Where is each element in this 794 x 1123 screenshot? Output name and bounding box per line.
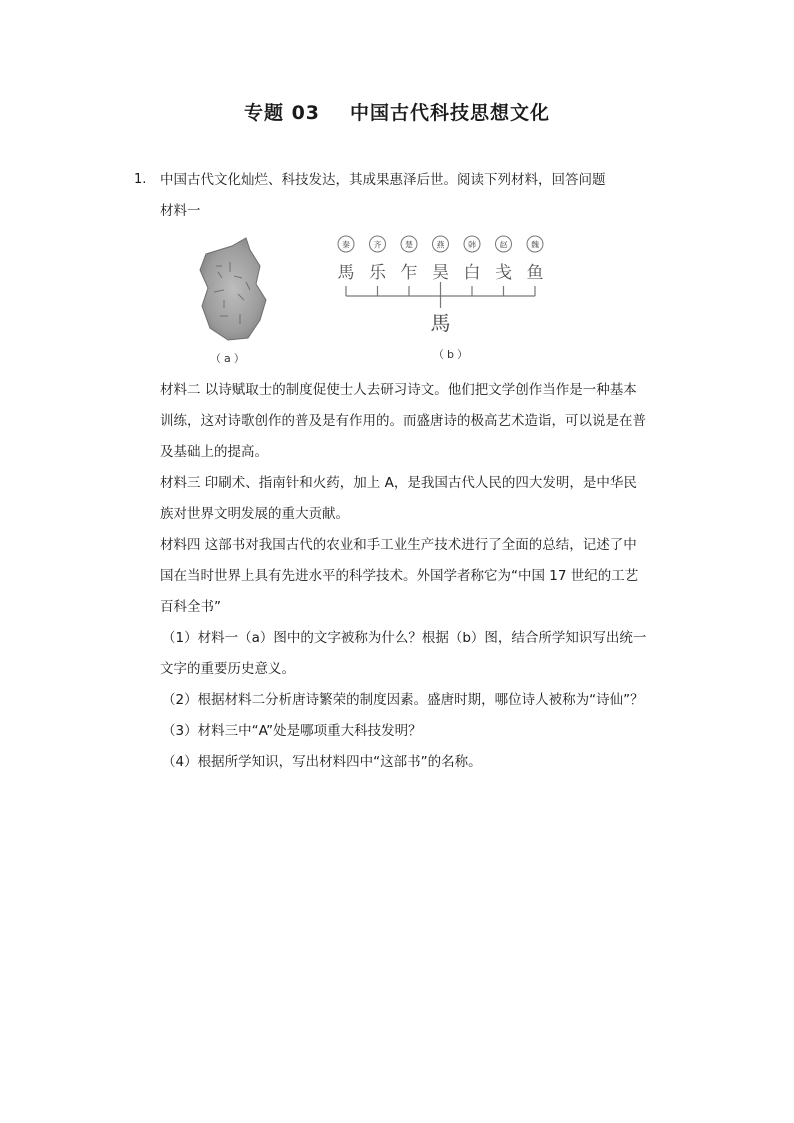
material-2-line-2: 训练，这对诗歌创作的普及是有作用的。而盛唐诗的极高艺术造诣，可以说是在普 xyxy=(160,413,646,429)
sub-question-1-line-2: 文字的重要历史意义。 xyxy=(160,661,295,677)
question-intro: 中国古代文化灿烂、科技发达，其成果惠泽后世。阅读下列材料，回答问题 xyxy=(160,172,606,188)
state-seal xyxy=(433,236,449,252)
character-unification-diagram xyxy=(320,228,560,348)
material-4-line-1: 材料四 这部书对我国古代的农业和手工业生产技术进行了全面的总结，记述了中 xyxy=(160,537,637,553)
unified-character: 馬 xyxy=(430,311,451,335)
material-4-line-2: 国在当时世界上具有先进水平的科学技术。外国学者称它为“中国 17 世纪的工艺 xyxy=(160,568,639,584)
sub-question-4: （4）根据所学知识，写出材料四中“这部书”的名称。 xyxy=(162,754,482,770)
variant-character: 白 xyxy=(463,263,481,283)
material-1-figure xyxy=(180,228,560,368)
material-1-label: 材料一 xyxy=(160,203,201,219)
material-3-line-2: 族对世界文明发展的重大贡献。 xyxy=(160,506,349,522)
sub-question-2: （2）根据材料二分析唐诗繁荣的制度因素。盛唐时期，哪位诗人被称为“诗仙”？ xyxy=(162,692,644,708)
state-name: 赵 xyxy=(499,240,508,250)
material-3-line-1: 材料三 印刷术、指南针和火药，加上 A，是我国古代人民的四大发明，是中华民 xyxy=(160,475,637,491)
oracle-bone-image xyxy=(194,236,274,346)
state-seal xyxy=(370,236,386,252)
title-main: 中国古代科技思想文化 xyxy=(350,102,551,124)
variant-character: 馬 xyxy=(337,263,355,283)
variant-character: 昊 xyxy=(432,263,449,283)
state-seal xyxy=(338,236,354,252)
document-title xyxy=(0,98,794,125)
question-number: 1. xyxy=(134,172,147,187)
material-4-line-3: 百科全书” xyxy=(160,599,221,615)
figure-b-label: （b） xyxy=(433,348,471,361)
state-name: 燕 xyxy=(436,240,445,250)
figure-a-label: （a） xyxy=(210,352,248,365)
title-prefix: 专题 03 xyxy=(243,102,321,124)
state-name: 韩 xyxy=(468,240,476,250)
state-name: 楚 xyxy=(405,240,413,250)
bracket-line xyxy=(346,282,535,308)
state-seal xyxy=(401,236,417,252)
variant-character: 鱼 xyxy=(526,263,544,283)
state-name: 魏 xyxy=(531,240,539,250)
material-2-line-1: 材料二 以诗赋取士的制度促使士人去研习诗文。他们把文学创作当作是一种基本 xyxy=(160,382,637,398)
sub-question-1-line-1: （1）材料一（a）图中的文字被称为什么？根据（b）图，结合所学知识写出统一 xyxy=(162,630,647,646)
material-2-line-3: 及基础上的提高。 xyxy=(160,444,268,460)
state-seal xyxy=(527,236,543,252)
sub-question-3: （3）材料三中“A”处是哪项重大科技发明？ xyxy=(162,723,422,739)
variant-character: 乍 xyxy=(400,263,418,283)
variant-character: 戋 xyxy=(495,263,512,283)
state-seal xyxy=(496,236,512,252)
state-name: 齐 xyxy=(373,240,382,250)
state-name: 秦 xyxy=(342,240,350,250)
state-seal xyxy=(464,236,480,252)
variant-character: 乐 xyxy=(369,263,386,283)
